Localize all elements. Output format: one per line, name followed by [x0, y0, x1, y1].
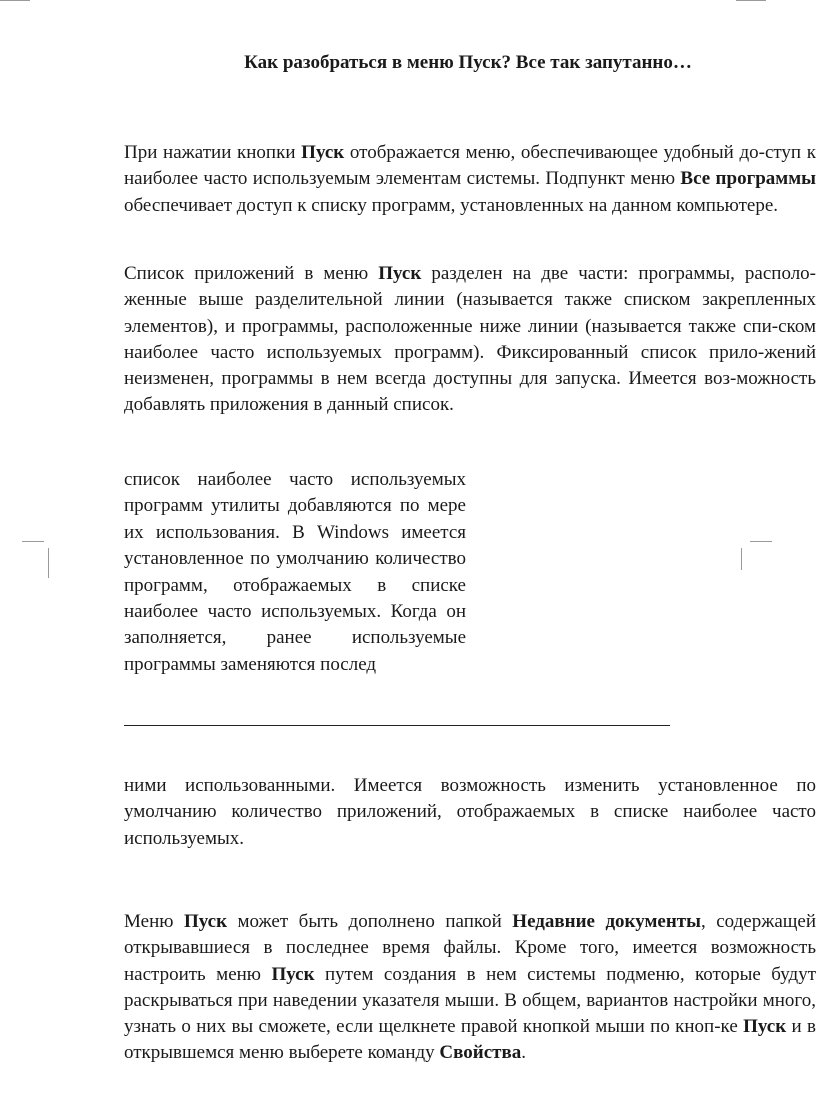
paragraph-1-bold-2: Все программы	[680, 168, 816, 190]
paragraph-1-text-2: отображается меню, обеспечивающее удобный до-ступ к наиболее часто используемым элементам системы. Подпункт меню	[124, 142, 816, 190]
paragraph-4-bold-2: Недавние документы	[512, 911, 701, 932]
paragraph-2-text-1: Список приложений в меню	[124, 263, 379, 284]
paragraph-4-text-2: может быть дополнено папкой	[227, 911, 513, 932]
paragraph-4-text-5: и в открывшемся меню выберете команду	[124, 1016, 816, 1064]
paragraph-4-bold-3: Пуск	[271, 963, 315, 985]
paragraph-4-text-3: , содержащей открывавшиеся в последнее время файлы. Кроме того, имеется возможность настроить меню	[124, 911, 816, 985]
paragraph-2	[124, 261, 816, 419]
page-title: Как разобраться в меню Пуск? Все так запутанно…	[244, 52, 692, 73]
paragraph-4	[124, 909, 816, 1067]
paragraph-4-text-4: путем создания в нем системы подменю, которые будут раскрываться при наведении указателя мыши. В общем, вариантов настройки много, узнать о них вы сможете, если щелкнете правой кнопкой мыши по кноп-ке	[124, 963, 816, 1038]
crop-mark-right-h	[750, 541, 772, 542]
paragraph-3: ними использованными. Имеется возможность изменить установленное по умолчанию количество приложений, отображаемых в списке наиболее часто используемых.	[124, 775, 816, 849]
paragraph-1-text-3: обеспечивает доступ к списку программ, установленных на данном компьютере.	[124, 194, 779, 216]
crop-mark-left-h	[22, 541, 44, 542]
paragraph-4-text-6: .	[521, 1042, 526, 1064]
paragraph-4-bold-5: Свойства	[439, 1042, 522, 1064]
crop-mark-left-v	[48, 548, 49, 578]
paragraph-2-bold-1: Пуск	[378, 263, 422, 284]
crop-mark-right-v	[741, 548, 742, 570]
paragraph-1-text-1: При нажатии кнопки	[124, 142, 302, 163]
paragraph-1	[124, 140, 816, 219]
horizontal-rule	[124, 725, 670, 726]
paragraph-4-bold-4: Пуск	[743, 1016, 787, 1038]
paragraph-2-text-2: разделен на две части: программы, располо-женные выше разделительной линии (называется также списком закрепленных элементов), и программы, расположенные ниже линии (называется также спи-ском наиболее часто используемых программ). Фиксированный список прило-жений неизменен, программы в нем всегда доступны для запуска. Имеется воз-можность добавлять приложения в данный список.	[124, 263, 816, 416]
paragraph-4-bold-1: Пуск	[183, 911, 228, 932]
crop-mark-top-right	[736, 0, 766, 1]
narrow-column-text: список наиболее часто используемых программ утилиты добавляются по мере их использования. В Windows имеется установленное по умолчанию количество программ, отображаемых в списке наиболее часто используемых. Когда он заполняется, ранее используемые программы заменяются послед	[124, 469, 466, 675]
paragraph-1-bold-1: Пуск	[301, 142, 345, 163]
crop-mark-top-left	[0, 0, 30, 1]
paragraph-4-text-1: Меню	[124, 911, 184, 932]
